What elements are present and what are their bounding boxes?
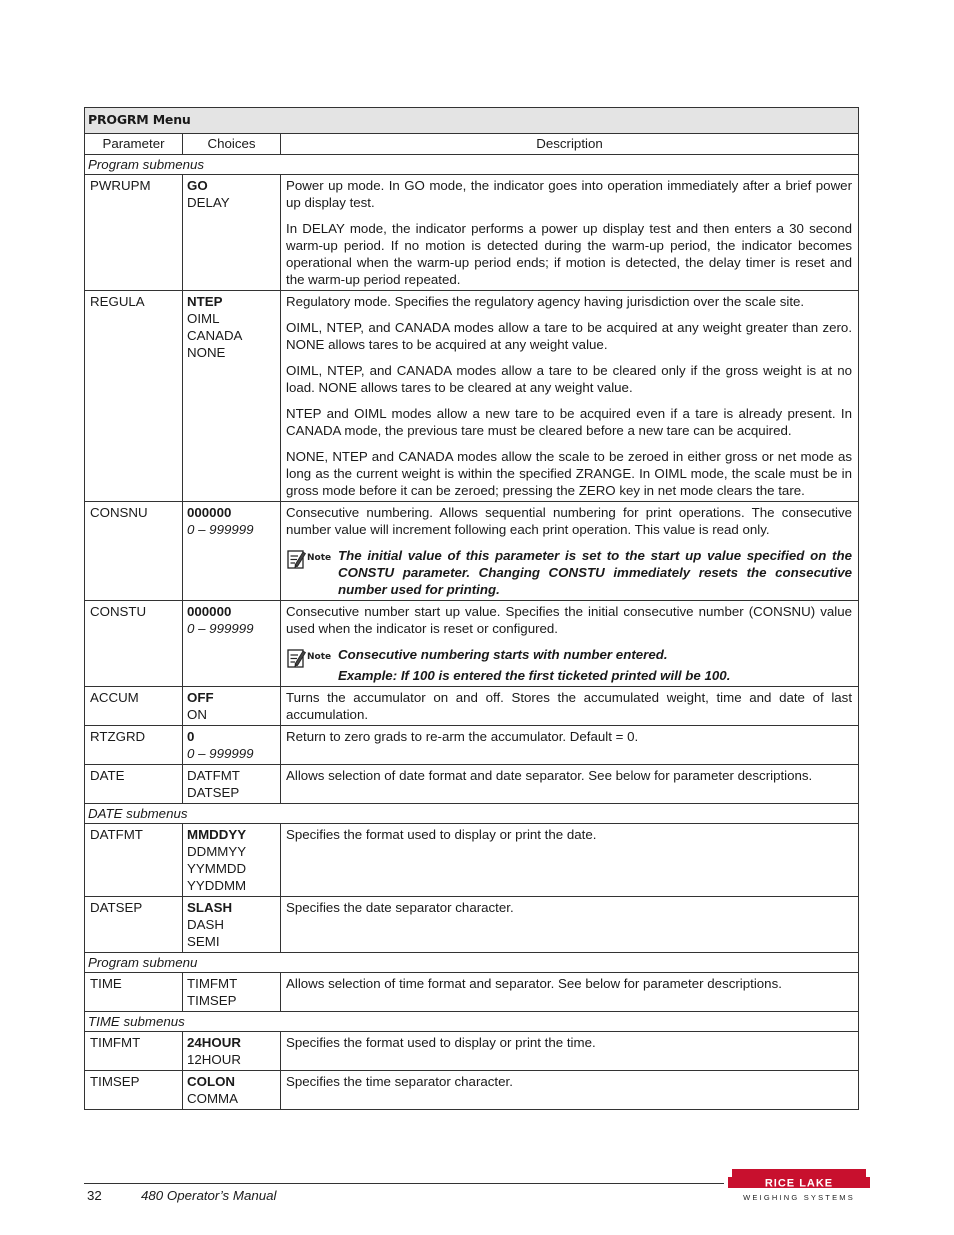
description-paragraph: NTEP and OIML modes allow a new tare to be acquired even if a tare is already present. In CANADA mode, the previous tare must be cleared before a new tare can be acquired. <box>286 406 853 438</box>
note-text <box>338 547 852 598</box>
description-paragraph: Return to zero grads to re-arm the accumulator. Default = 0. <box>286 729 639 744</box>
choice-default: 000000 <box>187 505 232 520</box>
page-number: 32 <box>87 1188 102 1203</box>
description-cell <box>281 601 859 687</box>
parameter-cell: TIMSEP <box>85 1071 183 1110</box>
choices-cell <box>183 502 281 601</box>
choice-range: 0 – 999999 <box>187 746 254 761</box>
choice-option: YYMMDD <box>187 861 247 876</box>
table-row <box>85 291 859 502</box>
note-label: Note <box>307 652 332 662</box>
note-icon <box>286 646 338 673</box>
choice-option: COMMA <box>187 1091 238 1106</box>
table-row <box>85 765 859 804</box>
choices-cell <box>183 687 281 726</box>
choices-cell <box>183 175 281 291</box>
choices-cell <box>183 601 281 687</box>
parameter-cell: DATSEP <box>85 897 183 953</box>
choices-cell <box>183 973 281 1012</box>
table-row <box>85 175 859 291</box>
choice-range: 0 – 999999 <box>187 621 254 636</box>
description-paragraph: OIML, NTEP, and CANADA modes allow a tare to be acquired at any weight greater than zero. NONE allows tares to be acquired at any weight value. <box>286 320 853 352</box>
rice-lake-logo <box>728 1167 870 1207</box>
note-line: Consecutive numbering starts with number entered. <box>338 647 668 662</box>
parameter-cell: DATFMT <box>85 824 183 897</box>
choice-default: 000000 <box>187 604 232 619</box>
description-cell <box>281 824 859 897</box>
parameter-cell: REGULA <box>85 291 183 502</box>
parameter-cell: CONSNU <box>85 502 183 601</box>
description-paragraph: Regulatory mode. Specifies the regulatory agency having jurisdiction over the scale site. <box>286 294 805 309</box>
description-cell <box>281 175 859 291</box>
choice-option: DELAY <box>187 195 230 210</box>
description-paragraph: Specifies the format used to display or print the date. <box>286 827 597 842</box>
description-cell <box>281 973 859 1012</box>
description-paragraph: Power up mode. In GO mode, the indicator goes into operation immediately after a brief power up display test. <box>286 178 853 210</box>
section-label: DATE submenus <box>85 804 859 824</box>
note-line: The initial value of this parameter is set to the start up value specified on the CONSTU parameter. Changing CONSTU immediately resets the consecutive number used for printing. <box>338 548 853 597</box>
table-row <box>85 1071 859 1110</box>
table-row <box>85 502 859 601</box>
table-row <box>85 824 859 897</box>
progrm-menu-table <box>84 107 859 1110</box>
choice-default: OFF <box>187 690 214 705</box>
table-title-row <box>85 108 859 134</box>
footer-rule <box>84 1183 724 1184</box>
choice-default: COLON <box>187 1074 236 1089</box>
note-text <box>338 646 852 684</box>
note-label: Note <box>307 553 332 563</box>
section-row <box>85 1012 859 1032</box>
table-row <box>85 973 859 1012</box>
table-header-row <box>85 134 859 155</box>
choice-option: SEMI <box>187 934 220 949</box>
choice-default: 0 <box>187 729 195 744</box>
choice-default: GO <box>187 178 208 193</box>
section-label: TIME submenus <box>85 1012 859 1032</box>
parameter-cell: DATE <box>85 765 183 804</box>
description-paragraph: Allows selection of time format and separator. See below for parameter descriptions. <box>286 976 782 991</box>
section-row <box>85 804 859 824</box>
choices-cell <box>183 824 281 897</box>
description-paragraph: Allows selection of date format and date separator. See below for parameter descriptions. <box>286 768 813 783</box>
table-row <box>85 601 859 687</box>
section-label: Program submenu <box>85 953 859 973</box>
table-title: PROGRM Menu <box>85 108 859 134</box>
parameter-cell: TIMFMT <box>85 1032 183 1071</box>
choices-cell <box>183 291 281 502</box>
description-paragraph: Specifies the format used to display or print the time. <box>286 1035 596 1050</box>
description-paragraph: OIML, NTEP, and CANADA modes allow a tare to be cleared only if the gross weight is at no load. NONE allows tares to be cleared at any weight value. <box>286 363 853 395</box>
description-paragraph: Specifies the time separator character. <box>286 1074 513 1089</box>
choice-option: DATFMT <box>187 768 240 783</box>
choice-option: CANADA <box>187 328 243 343</box>
choice-option: DATSEP <box>187 785 240 800</box>
description-paragraph: Consecutive number start up value. Specifies the initial consecutive number (CONSNU) value used when the indicator is reset or configured. <box>286 604 853 636</box>
parameter-cell: CONSTU <box>85 601 183 687</box>
choice-default: 24HOUR <box>187 1035 241 1050</box>
section-row <box>85 953 859 973</box>
choice-option: DASH <box>187 917 224 932</box>
choice-option: TIMFMT <box>187 976 238 991</box>
header-choices: Choices <box>183 134 281 155</box>
choices-cell <box>183 1032 281 1071</box>
choice-default: NTEP <box>187 294 223 309</box>
choice-default: MMDDYY <box>187 827 247 842</box>
section-label: Program submenus <box>85 155 859 175</box>
choice-option: YYDDMM <box>187 878 247 893</box>
logo-subtext: WEIGHING SYSTEMS <box>743 1193 855 1202</box>
section-row <box>85 155 859 175</box>
logo-swoosh <box>732 1169 866 1177</box>
note-line: Example: If 100 is entered the first ticketed printed will be 100. <box>338 668 731 683</box>
table-row <box>85 687 859 726</box>
choices-cell <box>183 765 281 804</box>
choice-option: OIML <box>187 311 220 326</box>
choice-default: SLASH <box>187 900 233 915</box>
description-paragraph: Specifies the date separator character. <box>286 900 514 915</box>
logo-text: RICE LAKE <box>764 1177 834 1190</box>
choices-cell <box>183 1071 281 1110</box>
header-parameter: Parameter <box>85 134 183 155</box>
note-block <box>286 547 852 598</box>
description-cell <box>281 687 859 726</box>
manual-title: 480 Operator’s Manual <box>141 1188 277 1203</box>
choice-range: 0 – 999999 <box>187 522 254 537</box>
description-cell <box>281 1032 859 1071</box>
description-paragraph: Consecutive numbering. Allows sequential numbering for print operations. The consecutive number value will increment following each print operation. This value is read only. <box>286 505 853 537</box>
note-block <box>286 646 852 684</box>
choice-option: DDMMYY <box>187 844 247 859</box>
choices-cell <box>183 726 281 765</box>
description-paragraph: In DELAY mode, the indicator performs a power up display test and then enters a 30 second warm-up period. If no motion is detected during the warm-up period, the indicator becomes operational when the warm-up period ends; if motion is detected, the delay timer is reset and the warm-up period repeated. <box>286 221 853 287</box>
parameter-cell: TIME <box>85 973 183 1012</box>
table-row <box>85 1032 859 1071</box>
note-icon <box>286 547 338 574</box>
choice-option: 12HOUR <box>187 1052 241 1067</box>
description-cell <box>281 726 859 765</box>
parameter-cell: RTZGRD <box>85 726 183 765</box>
description-cell <box>281 502 859 601</box>
description-cell <box>281 1071 859 1110</box>
parameter-cell: PWRUPM <box>85 175 183 291</box>
choice-option: ON <box>187 707 207 722</box>
choice-option: TIMSEP <box>187 993 237 1008</box>
table-row <box>85 897 859 953</box>
parameter-cell: ACCUM <box>85 687 183 726</box>
header-description: Description <box>281 134 859 155</box>
choices-cell <box>183 897 281 953</box>
description-cell <box>281 765 859 804</box>
description-paragraph: NONE, NTEP and CANADA modes allow the scale to be zeroed in either gross or net mode as long as the current weight is within the specified ZRANGE. In OIML mode, the scale must be in gross mode before it can be zeroed; pressing the ZERO key in net mode clears the tare. <box>286 449 853 498</box>
description-paragraph: Turns the accumulator on and off. Stores the accumulated weight, time and date of last accumulation. <box>286 690 853 722</box>
description-cell <box>281 291 859 502</box>
description-cell <box>281 897 859 953</box>
choice-option: NONE <box>187 345 226 360</box>
table-row <box>85 726 859 765</box>
